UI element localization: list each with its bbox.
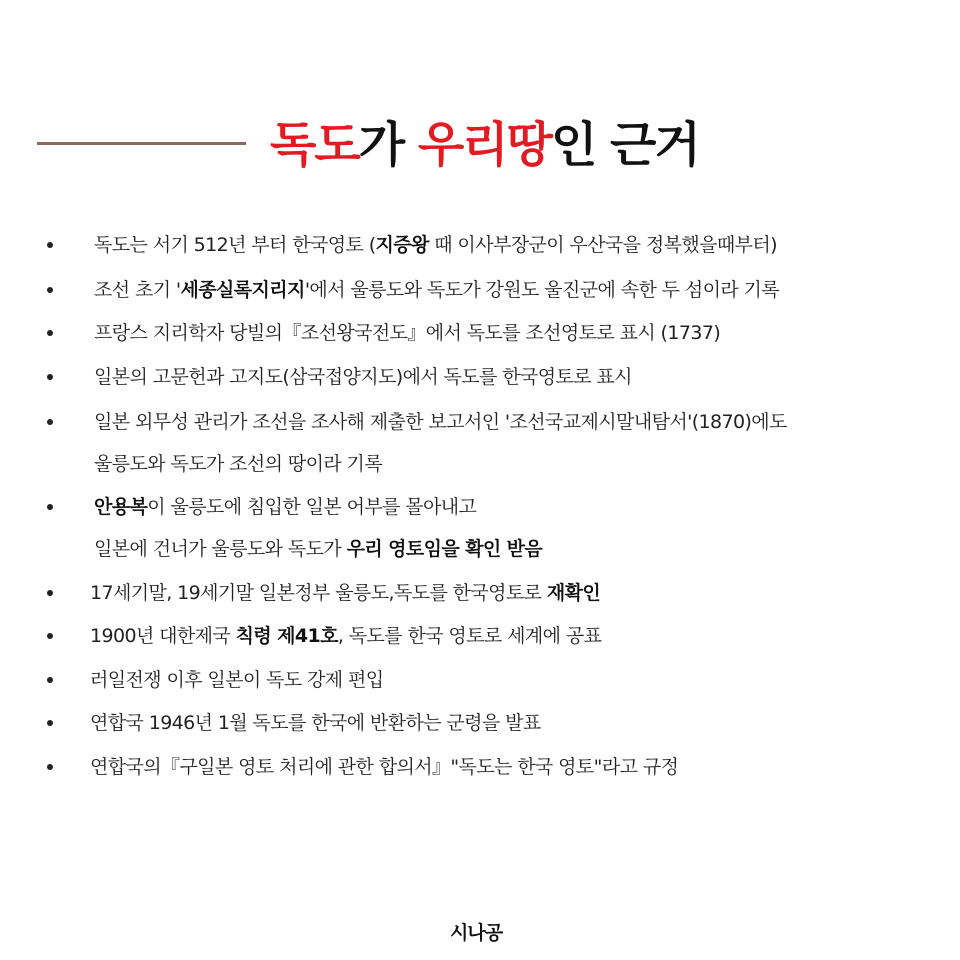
evidence-emphasis-text: 칙령 제41호 xyxy=(235,625,338,647)
bullet-icon xyxy=(47,633,53,639)
evidence-item-line xyxy=(94,230,777,260)
title-highlight-our-land: 우리땅 xyxy=(417,117,551,173)
evidence-text: 조선 초기 ' xyxy=(94,279,181,301)
evidence-emphasis-text: 재확인 xyxy=(546,582,601,604)
evidence-item-line xyxy=(94,362,632,392)
bullet-icon xyxy=(47,419,53,425)
evidence-item-line xyxy=(94,275,779,305)
bullet-icon xyxy=(47,720,53,726)
bullet-icon xyxy=(47,764,53,770)
title-text-evidence: 인 근거 xyxy=(550,117,699,173)
evidence-item-line xyxy=(90,708,541,738)
evidence-item-line xyxy=(90,621,601,651)
evidence-text: 프랑스 지리학자 당빌의『조선왕국전도』에서 독도를 조선영토로 표시 (1737) xyxy=(94,322,721,344)
evidence-item-line xyxy=(94,318,720,348)
evidence-text: 1900년 대한제국 xyxy=(90,625,236,647)
evidence-text: , 독도를 한국 영토로 세계에 공표 xyxy=(337,625,602,647)
title-text-ga: 가 xyxy=(358,117,418,173)
bullet-icon xyxy=(47,677,53,683)
bullet-icon xyxy=(47,590,53,596)
brand-logo: 시나공 xyxy=(450,922,503,944)
evidence-item-line xyxy=(90,665,384,695)
evidence-text: 일본의 고문헌과 고지도(삼국접양지도)에서 독도를 한국영토로 표시 xyxy=(94,366,632,388)
evidence-item-line xyxy=(94,534,542,564)
evidence-emphasis-text: 세종실록지리지 xyxy=(180,279,305,301)
evidence-text: 일본에 건너가 울릉도와 독도가 xyxy=(94,538,347,560)
evidence-text: 연합국 1946년 1월 독도를 한국에 반환하는 군령을 발표 xyxy=(90,712,541,734)
evidence-text: 17세기말, 19세기말 일본정부 울릉도,독도를 한국영토로 xyxy=(90,582,547,604)
evidence-item-line xyxy=(94,407,787,437)
evidence-text: 일본 외무성 관리가 조선을 조사해 제출한 보고서인 '조선국교제시말내탐서'(1870)에도 xyxy=(94,411,787,433)
evidence-emphasis-text: 우리 영토임을 확인 받음 xyxy=(346,538,543,560)
evidence-emphasis-text: 안용복 xyxy=(94,496,148,518)
evidence-text: 연합국의『구일본 영토 처리에 관한 합의서』"독도는 한국 영토"라고 규정 xyxy=(90,756,679,778)
evidence-text: 독도는 서기 512년 부터 한국영토 ( xyxy=(94,234,376,256)
title-highlight-dokdo: 독도 xyxy=(270,117,359,173)
evidence-item-line xyxy=(90,752,678,782)
bullet-icon xyxy=(47,374,53,380)
bullet-icon xyxy=(47,504,53,510)
evidence-text: 러일전쟁 이후 일본이 독도 강제 편입 xyxy=(90,669,384,691)
evidence-text: 이 울릉도에 침입한 일본 어부를 몰아내고 xyxy=(147,496,477,518)
evidence-item-line xyxy=(90,578,600,608)
bullet-icon xyxy=(47,330,53,336)
evidence-item-line xyxy=(94,449,382,479)
bullet-icon xyxy=(47,242,53,248)
bullet-icon xyxy=(47,287,53,293)
evidence-text: 울릉도와 독도가 조선의 땅이라 기록 xyxy=(94,453,383,475)
evidence-item-line xyxy=(94,492,476,522)
evidence-text: 때 이사부장군이 우산국을 정복했을때부터) xyxy=(428,234,777,256)
evidence-text: '에서 울릉도와 독도가 강원도 울진군에 속한 두 섬이라 기록 xyxy=(304,279,780,301)
evidence-emphasis-text: 지증왕 xyxy=(375,234,429,256)
